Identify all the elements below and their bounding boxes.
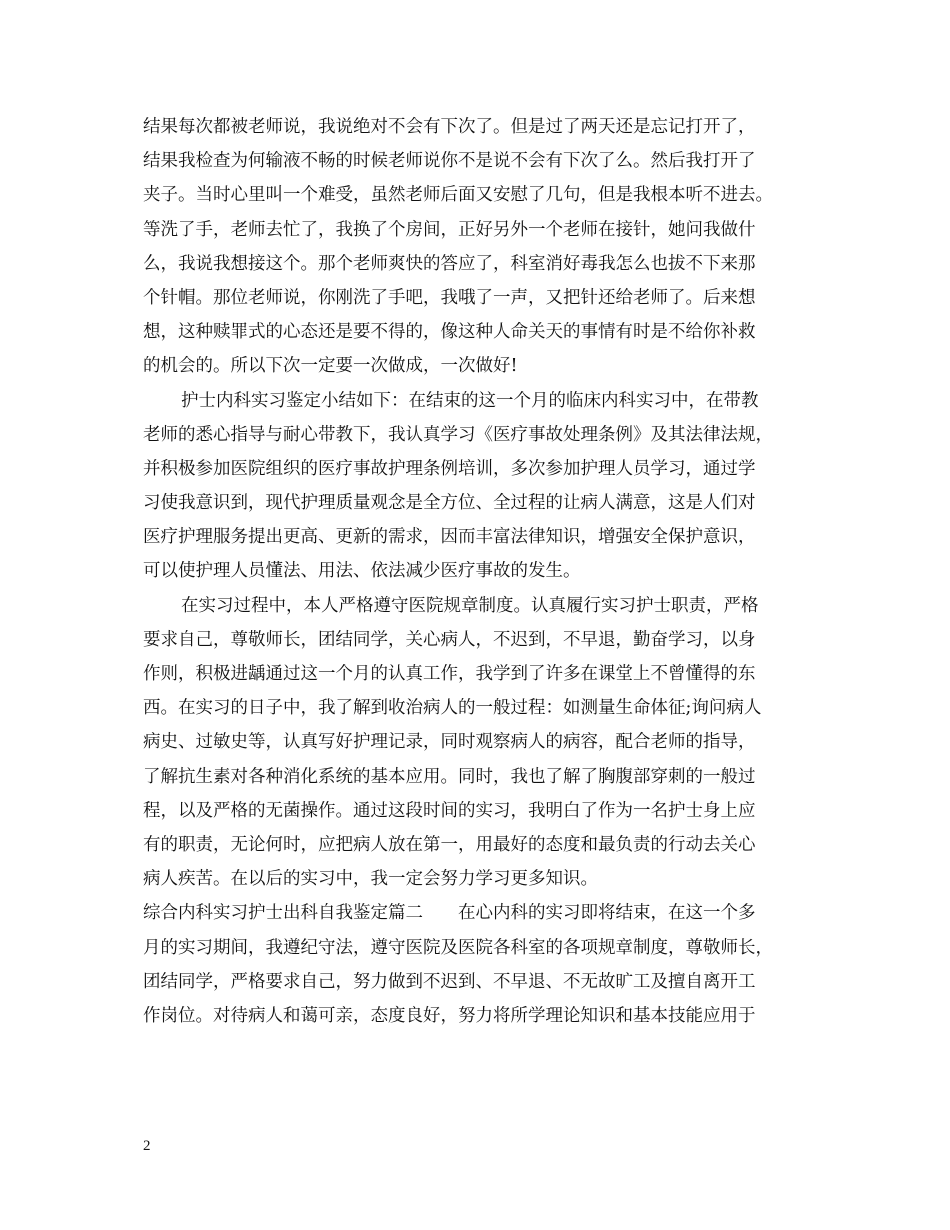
text-line: 习使我意识到，现代护理质量观念是全方位、全过程的让病人满意，这是人们对 — [143, 493, 756, 514]
page-number: 2 — [143, 1138, 151, 1154]
text-line: 结果每次都被老师说，我说绝对不会有下次了。但是过了两天还是忘记打开了， — [143, 117, 756, 137]
text-line: 夹子。当时心里叫一个难受，虽然老师后面又安慰了几句，但是我根本听不进去。 — [143, 185, 773, 206]
text-line: 老师的悉心指导与耐心带教下，我认真学习《医疗事故处理条例》及其法律法规， — [143, 424, 773, 445]
text-line: 并积极参加医院组织的医疗事故护理条例培训，多次参加护理人员学习，通过学 — [143, 458, 756, 479]
text-line: 么，我说我想接这个。那个老师爽快的答应了，科室消好毒我怎么也拔不下来那 — [143, 253, 756, 274]
text-line: 程，以及严格的无菌操作。通过这段时间的实习，我明白了作为一名护士身上应 — [143, 800, 756, 821]
text-line: 的机会的。所以下次一定要一次做成，一次做好! — [143, 356, 518, 377]
text-line: 想，这种赎罪式的心态还是要不得的，像这种人命关天的事情有时是不给你补救 — [143, 322, 756, 343]
text-line: 团结同学，严格要求自己，努力做到不迟到、不早退、不无故旷工及擅自离开工 — [143, 971, 756, 992]
text-line: 综合内科实习护士出科自我鉴定篇二 在心内科的实习即将结束，在这一个多 — [143, 903, 756, 924]
text-line: 月的实习期间，我遵纪守法，遵守医院及医院各科室的各项规章制度，尊敬师长， — [143, 937, 773, 958]
text-line: 病史、过敏史等，认真写好护理记录，同时观察病人的病容，配合老师的指导， — [143, 732, 756, 753]
text-line: 在实习过程中，本人严格遵守医院规章制度。认真履行实习护士职责，严格 — [181, 595, 759, 616]
text-line: 有的职责，无论何时，应把病人放在第一，用最好的态度和最负责的行动去关心 — [143, 834, 756, 855]
text-line: 可以使护理人员懂法、用法、依法减少医疗事故的发生。 — [143, 561, 581, 582]
text-line: 了解抗生素对各种消化系统的基本应用。同时，我也了解了胸腹部穿刺的一般过 — [143, 766, 756, 787]
body-text — [143, 110, 823, 1033]
text-line: 护士内科实习鉴定小结如下：在结束的这一个月的临床内科实习中，在带教 — [181, 390, 759, 411]
text-line: 等洗了手，老师去忙了，我换了个房间，正好另外一个老师在接针，她问我做什 — [143, 219, 756, 240]
text-line: 个针帽。那位老师说，你刚洗了手吧，我哦了一声，又把针还给老师了。后来想 — [143, 287, 756, 308]
text-line: 病人疾苦。在以后的实习中，我一定会努力学习更多知识。 — [143, 869, 598, 890]
text-line: 西。在实习的日子中，我了解到收治病人的一般过程：如测量生命体征;询问病人 — [143, 698, 762, 719]
text-line: 作岗位。对待病人和蔼可亲，态度良好，努力将所学理论知识和基本技能应用于 — [143, 1005, 756, 1026]
text-line: 要求自己，尊敬师长，团结同学，关心病人，不迟到，不早退，勤奋学习，以身 — [143, 629, 756, 650]
text-line: 结果我检查为何输液不畅的时候老师说你不是说不会有下次了么。然后我打开了 — [143, 151, 756, 172]
text-line: 作则，积极进龋通过这一个月的认真工作，我学到了许多在课堂上不曾懂得的东 — [143, 664, 756, 684]
text-line: 医疗护理服务提出更高、更新的需求，因而丰富法律知识，增强安全保护意识， — [143, 527, 756, 548]
